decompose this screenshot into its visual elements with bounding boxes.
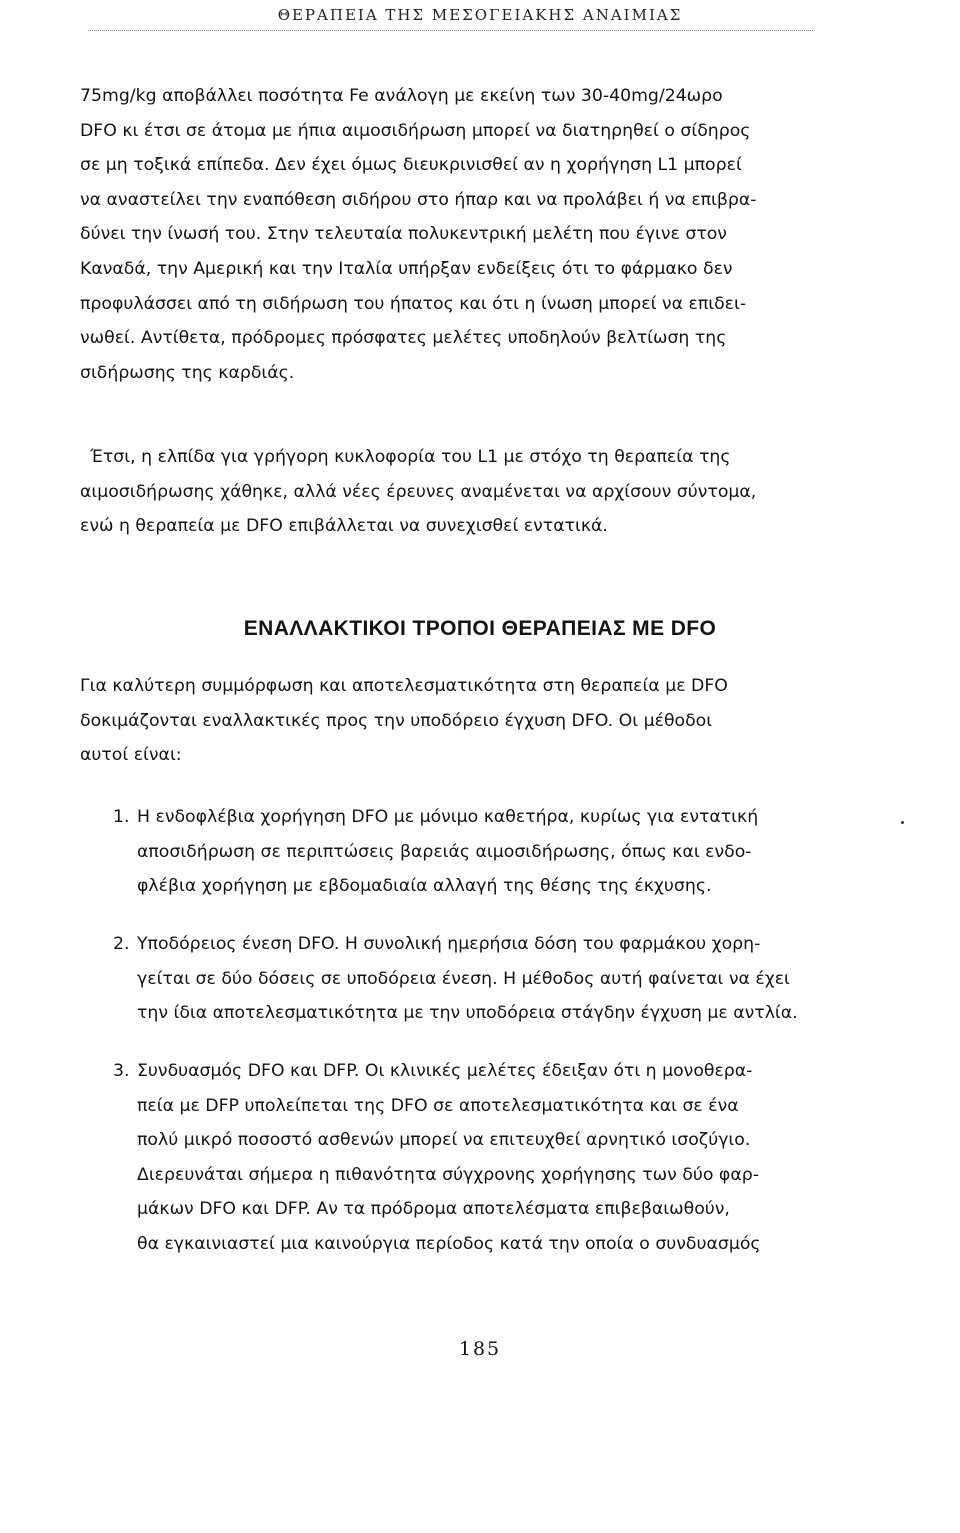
text-line: Για καλύτερη συμμόρφωση και αποτελεσματικότητα στη θεραπεία με DFO [80, 676, 728, 696]
text-line: αιμοσιδήρωσης χάθηκε, αλλά νέες έρευνες αναμένεται να αρχίσουν σύντομα, [80, 481, 757, 502]
text-line: πεία με DFP υπολείπεται της DFO σε αποτελεσματικότητα και σε ένα [137, 1095, 739, 1116]
list-item-number: 3. [113, 1061, 130, 1081]
list-item-text [137, 927, 803, 1031]
paragraph-1 [80, 79, 804, 390]
section-intro [80, 669, 804, 773]
text-line: θα εγκαινιαστεί μια καινούργια περίοδος κατά την οποία ο συνδυασμός [137, 1233, 761, 1254]
header-rule [88, 30, 813, 31]
paragraph-2 [80, 440, 804, 544]
text-line: γείται σε δύο δόσεις σε υποδόρεια ένεση. Η μέθοδος αυτή φαίνεται να έχει [137, 968, 790, 989]
text-line: Έτσι, η ελπίδα για γρήγορη κυκλοφορία του L1 με στόχο τη θεραπεία της [90, 447, 731, 467]
section-heading: ΕΝΑΛΛΑΚΤΙΚΟΙ ΤΡΟΠΟΙ ΘΕΡΑΠΕΙΑΣ ΜΕ DFO [243, 617, 717, 640]
page-number: 185 [458, 1338, 502, 1360]
list-item-number: 1. [113, 807, 130, 827]
text-line: Συνδυασμός DFO και DFP. Οι κλινικές μελέτες έδειξαν ότι η μονοθερα- [137, 1061, 753, 1081]
text-line: σιδήρωσης της καρδιάς. [80, 362, 295, 383]
text-line: 75mg/kg αποβάλλει ποσότητα Fe ανάλογη με εκείνη των 30-40mg/24ωρο [80, 86, 723, 106]
text-line: προφυλάσσει από τη σιδήρωση του ήπατος και ότι η ίνωση μπορεί να επιδει- [80, 293, 747, 314]
text-line: Η ενδοφλέβια χορήγηση DFO με μόνιμο καθετήρα, κυρίως για εντατική [137, 807, 759, 827]
running-header: ΘΕΡΑΠΕΙΑ ΤΗΣ ΜΕΣΟΓΕΙΑΚΗΣ ΑΝΑΙΜΙΑΣ [277, 6, 683, 24]
list-item-text [137, 1054, 803, 1262]
text-line: δύνει την ίνωσή του. Στην τελευταία πολυκεντρική μελέτη που έγινε στον [80, 224, 727, 245]
list-item-number: 2. [113, 934, 130, 954]
text-line: μάκων DFO και DFP. Αν τα πρόδρομα αποτελέσματα επιβεβαιωθούν, [137, 1199, 730, 1220]
text-line: Καναδά, την Αμερική και την Ιταλία υπήρξαν ενδείξεις ότι το φάρμακο δεν [80, 258, 733, 279]
text-line: την ίδια αποτελεσματικότητα με την υποδόρεια στάγδην έγχυση με αντλία. [137, 1003, 798, 1024]
text-line: πολύ μικρό ποσοστό ασθενών μπορεί να επιτευχθεί αρνητικό ισοζύγιο. [137, 1130, 751, 1151]
text-line: δοκιμάζονται εναλλακτικές προς την υποδόρειο έγχυση DFO. Οι μέθοδοι [80, 710, 713, 731]
text-line: ενώ η θεραπεία με DFO επιβάλλεται να συνεχισθεί εντατικά. [80, 516, 608, 537]
text-line: Διερευνάται σήμερα η πιθανότητα σύγχρονης χορήγησης των δύο φαρ- [137, 1164, 759, 1185]
list-item-text [137, 800, 803, 904]
text-line: αποσιδήρωση σε περιπτώσεις βαρειάς αιμοσιδήρωσης, όπως και ενδο- [137, 841, 752, 862]
text-line: σε μη τοξικά επίπεδα. Δεν έχει όμως διευκρινισθεί αν η χορήγηση L1 μπορεί [80, 155, 742, 176]
text-line: DFO κι έτσι σε άτομα με ήπια αιμοσιδήρωση μπορεί να διατηρηθεί ο σίδηρος [80, 120, 751, 141]
text-line: Υποδόρειος ένεση DFO. Η συνολική ημερήσια δόση του φαρμάκου χορη- [137, 934, 761, 954]
scan-speck [901, 821, 904, 824]
text-line: να αναστείλει την εναπόθεση σιδήρου στο ήπαρ και να προλάβει ή να επιβρα- [80, 189, 757, 210]
text-line: αυτοί είναι: [80, 745, 182, 766]
text-line: φλέβια χορήγηση με εβδομαδιαία αλλαγή της θέσης της έκχυσης. [137, 876, 712, 897]
text-line: νωθεί. Αντίθετα, πρόδρομες πρόσφατες μελέτες υποδηλούν βελτίωση της [80, 328, 727, 349]
